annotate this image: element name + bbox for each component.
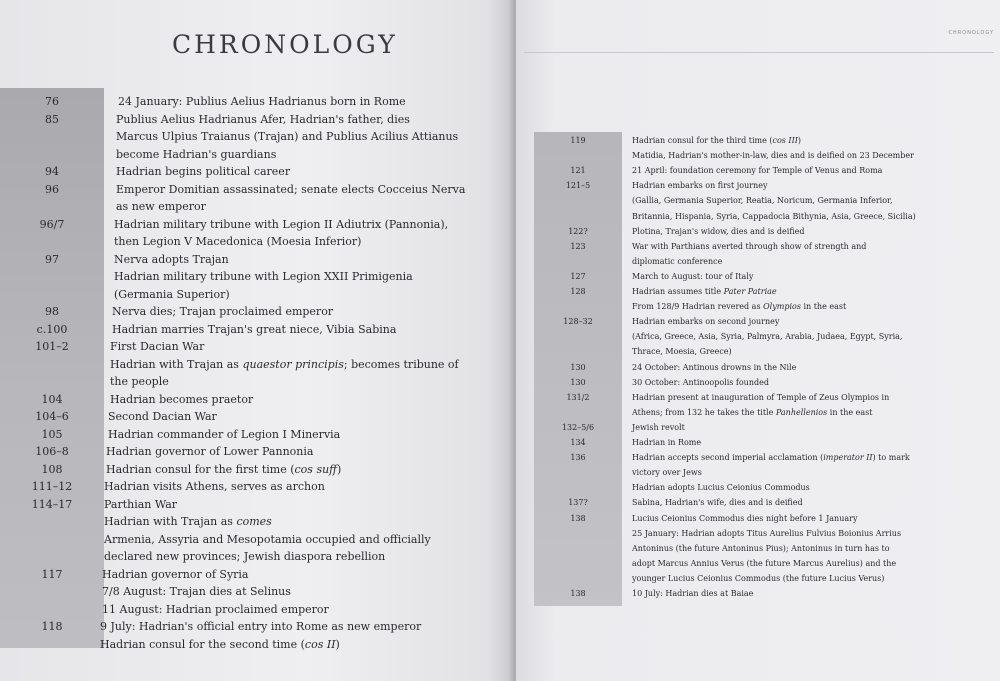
entry-text <box>632 378 769 387</box>
entry-text <box>632 589 753 598</box>
entry-line-tail: ) <box>797 136 802 145</box>
entry-line: victory over Jews <box>632 468 702 478</box>
entry-year: 123 <box>570 241 586 251</box>
entry-line: Hadrian military tribune with Legion XXII Primigenia <box>114 270 413 283</box>
entry-year: 118 <box>41 620 63 633</box>
entry-year: 137? <box>568 498 588 508</box>
entry-line-tail: ) <box>335 637 340 651</box>
entry-text <box>632 272 753 281</box>
entry-year: 94 <box>45 165 59 178</box>
entry-italic-term: quaestor principis <box>242 357 344 371</box>
entry-line: Hadrian assumes title <box>632 287 724 296</box>
entry-text <box>116 148 276 161</box>
entry-text <box>632 483 810 492</box>
entry-year: 111–12 <box>31 480 73 493</box>
entry-line: diplomatic conference <box>632 256 723 266</box>
entry-text <box>632 363 796 372</box>
running-head: CHRONOLOGY <box>948 30 994 36</box>
entry-year: 106–8 <box>35 445 69 458</box>
entry-line: Hadrian governor of Syria <box>102 567 249 581</box>
entry-text <box>112 323 396 336</box>
entry-line: adopt Marcus Annius Verus (the future Marcus Aurelius) and the <box>632 558 897 568</box>
entry-year: 122? <box>568 226 588 236</box>
entry-line: Hadrian consul for the third time ( <box>632 136 773 145</box>
entry-line: Antoninus (the future Antoninus Pius); Antoninus in turn has to <box>632 543 890 553</box>
entry-line: Armenia, Assyria and Mesopotamia occupied and officially <box>104 532 431 546</box>
entry-line: then Legion V Macedonica (Moesia Inferior) <box>114 235 362 248</box>
entry-line: Matidia, Hadrian's mother-in-law, dies and is deified on 23 December <box>632 151 914 161</box>
entry-text <box>632 212 916 221</box>
entry-year: 127 <box>570 271 586 281</box>
entry-line: Hadrian embarks on first journey <box>632 181 768 191</box>
entry-text <box>114 235 361 248</box>
entry-line: 11 August: Hadrian proclaimed emperor <box>102 602 329 616</box>
entry-line: Jewish revolt <box>632 422 685 432</box>
entry-year: 105 <box>41 427 63 441</box>
entry-year: 128–32 <box>563 317 593 327</box>
entry-year: 121 <box>570 166 586 176</box>
entry-line: Hadrian with Trajan as <box>104 515 237 528</box>
entry-line: Hadrian accepts second imperial acclamation ( <box>632 453 824 463</box>
entry-text <box>632 302 846 311</box>
entry-text <box>112 305 333 318</box>
entry-text <box>632 393 889 402</box>
entry-line-tail: ; becomes tribune of <box>343 357 459 371</box>
entry-year: 117 <box>41 567 63 581</box>
entry-text <box>114 270 413 283</box>
entry-line: the people <box>110 375 169 388</box>
entry-line: Hadrian with Trajan as <box>110 357 243 371</box>
entry-italic-term: cos suff <box>294 462 337 476</box>
entry-italic-term: Pater Patriae <box>723 287 777 296</box>
entry-text <box>632 136 801 145</box>
entry-text <box>632 196 893 205</box>
entry-year: 119 <box>570 136 586 145</box>
entry-year: 132–5/6 <box>561 422 595 432</box>
entry-line: 9 July: Hadrian's official entry into Rome as new emperor <box>100 620 422 633</box>
entry-line: Hadrian military tribune with Legion II Adiutrix (Pannonia), <box>114 217 449 231</box>
entry-line: Hadrian consul for the first time ( <box>106 462 295 476</box>
entry-line: Marcus Ulpius Traianus (Trajan) and Publius Acilius Attianus <box>116 130 459 143</box>
entry-text <box>110 340 204 353</box>
entry-line: as new emperor <box>116 200 206 213</box>
entry-text <box>116 165 290 178</box>
page-title: CHRONOLOGY <box>172 30 398 59</box>
entry-text <box>116 113 410 126</box>
entry-text <box>114 288 230 301</box>
entry-line: 21 April: foundation ceremony for Temple of Venus and Roma <box>632 166 883 176</box>
entry-text <box>104 515 272 528</box>
entry-text <box>632 151 914 160</box>
entry-line: 30 October: Antinoopolis founded <box>632 377 769 387</box>
entry-line: Second Dacian War <box>108 410 217 423</box>
entry-text <box>108 428 340 441</box>
entry-line: Athens; from 132 he takes the title <box>632 407 776 417</box>
entry-text <box>632 453 910 462</box>
entry-line: (Germania Superior) <box>114 287 230 301</box>
entry-line: Sabina, Hadrian's wife, dies and is deified <box>632 498 803 508</box>
entry-text <box>632 574 884 583</box>
entry-text <box>104 480 325 493</box>
entry-text <box>632 317 779 326</box>
entry-text <box>104 533 431 546</box>
entry-year: 138 <box>570 589 586 598</box>
entry-line: Hadrian marries Trajan's great niece, Vibia Sabina <box>112 322 397 336</box>
entry-text <box>100 620 421 633</box>
entry-year: 121–5 <box>565 181 591 191</box>
entry-year: 130 <box>570 377 586 387</box>
entry-text <box>100 638 340 651</box>
entry-line: Nerva adopts Trajan <box>114 252 229 266</box>
entry-text <box>632 227 805 236</box>
entry-line: Publius Aelius Hadrianus Afer, Hadrian's father, dies <box>116 112 410 126</box>
entry-line: Hadrian present at inauguration of Temple of Zeus Olympios in <box>632 392 890 402</box>
entry-italic-term: Panhellenios <box>775 407 828 417</box>
entry-text <box>632 529 901 538</box>
entry-line: March to August: tour of Italy <box>632 271 754 281</box>
entry-line: Britannia, Hispania, Syria, Cappadocia Bithynia, Asia, Greece, Sicilia) <box>632 211 916 221</box>
entry-text <box>632 181 767 190</box>
entry-line: Thrace, Moesia, Greece) <box>632 347 732 357</box>
entry-line: Hadrian commander of Legion I Minervia <box>108 427 341 441</box>
entry-text <box>118 95 406 108</box>
entry-year: 108 <box>41 462 63 476</box>
right-page <box>516 0 1000 681</box>
entry-year: 136 <box>570 453 586 463</box>
entry-line: Hadrian embarks on second journey <box>632 317 780 327</box>
entry-line: Plotina, Trajan's widow, dies and is deified <box>632 226 805 236</box>
entry-text <box>116 183 465 196</box>
entry-text <box>632 468 702 477</box>
entry-line: Hadrian in Rome <box>632 438 702 447</box>
entry-line-tail: in the east <box>800 302 847 312</box>
entry-text <box>632 438 701 447</box>
entry-text <box>632 514 857 523</box>
entry-year: c.100 <box>36 322 68 336</box>
entry-italic-term: cos II <box>304 637 336 651</box>
entry-line-tail: in the east <box>827 407 873 417</box>
entry-text <box>102 568 249 581</box>
entry-text <box>632 287 777 296</box>
entry-year: 96 <box>45 182 59 196</box>
entry-text <box>632 559 896 568</box>
entry-text <box>102 585 291 598</box>
entry-text <box>114 253 229 266</box>
entry-year: 97 <box>45 252 59 266</box>
entry-year: 138 <box>570 513 586 523</box>
entry-year: 134 <box>570 438 586 447</box>
entry-text <box>106 445 313 458</box>
entry-year: 96/7 <box>39 217 65 231</box>
entry-year: 128 <box>570 287 586 296</box>
entry-text <box>104 550 385 563</box>
entry-year: 85 <box>45 112 59 126</box>
entry-text <box>632 257 722 266</box>
entry-line: younger Lucius Ceionius Commodus (the future Lucius Verus) <box>632 573 885 583</box>
entry-line: Lucius Ceionius Commodus dies night before 1 January <box>632 513 858 523</box>
entry-text <box>108 410 217 423</box>
entry-line-tail: ) <box>336 462 342 476</box>
entry-year: 114–17 <box>31 497 73 511</box>
header-rule <box>524 52 994 53</box>
entry-line: (Gallia, Germania Superior, Reatia, Noricum, Germania Inferior, <box>632 196 893 206</box>
entry-text <box>110 393 253 406</box>
entry-italic-term: comes <box>236 515 272 528</box>
entry-line: From 128/9 Hadrian revered as <box>632 302 764 312</box>
entry-line: become Hadrian's guardians <box>116 147 277 161</box>
entry-text <box>110 375 169 388</box>
entry-text <box>116 130 458 143</box>
entry-line: Hadrian becomes praetor <box>110 392 254 406</box>
entry-year: 98 <box>45 305 59 318</box>
entry-line: 24 January: Publius Aelius Hadrianus born in Rome <box>118 95 406 108</box>
entry-line: 25 January: Hadrian adopts Titus Aurelius Fulvius Boionius Arrius <box>632 528 902 538</box>
entry-text <box>632 332 902 341</box>
entry-line: Hadrian begins political career <box>116 165 291 178</box>
entry-italic-term: imperator II <box>823 453 873 463</box>
entry-text <box>114 218 448 231</box>
entry-text <box>632 347 732 356</box>
entry-text <box>632 242 866 251</box>
entry-line-tail: ) to mark <box>872 453 910 463</box>
entry-line: Hadrian governor of Lower Pannonia <box>106 445 314 458</box>
entry-text <box>116 200 206 213</box>
entry-text <box>632 498 803 507</box>
entry-line: 10 July: Hadrian dies at Baiae <box>632 589 754 598</box>
entry-year: 76 <box>45 95 59 108</box>
entry-italic-term: cos III <box>772 136 798 145</box>
entry-year: 104 <box>41 392 63 406</box>
entry-italic-term: Olympios <box>763 302 801 312</box>
entry-line: Hadrian adopts Lucius Ceionius Commodus <box>632 483 810 493</box>
entry-line: Emperor Domitian assassinated; senate elects Cocceius Nerva <box>116 182 466 196</box>
entry-line: 24 October: Antinous drowns in the Nile <box>632 362 797 372</box>
entry-text <box>632 423 685 432</box>
entry-year: 104–6 <box>35 410 69 423</box>
entry-year: 101–2 <box>35 340 69 353</box>
entry-text <box>106 463 341 476</box>
entry-text <box>104 498 177 511</box>
entry-line: First Dacian War <box>110 340 205 353</box>
entry-line: Parthian War <box>104 497 178 511</box>
entry-text <box>632 544 890 553</box>
entry-line: (Africa, Greece, Asia, Syria, Palmyra, Arabia, Judaea, Egypt, Syria, <box>632 332 903 342</box>
entry-line: Hadrian consul for the second time ( <box>100 637 305 651</box>
entry-text <box>102 603 329 616</box>
entry-year: 131/2 <box>566 392 590 402</box>
entry-text <box>110 358 459 371</box>
entry-text <box>632 166 882 175</box>
entry-line: Nerva dies; Trajan proclaimed emperor <box>112 305 334 318</box>
entry-text <box>632 408 872 417</box>
entry-line: Hadrian visits Athens, serves as archon <box>104 480 325 493</box>
entry-line: declared new provinces; Jewish diaspora rebellion <box>104 550 386 563</box>
entry-line: War with Parthians averted through show of strength and <box>632 241 867 251</box>
entry-year: 130 <box>570 362 586 372</box>
entry-line: 7/8 August: Trajan dies at Selinus <box>102 585 291 598</box>
